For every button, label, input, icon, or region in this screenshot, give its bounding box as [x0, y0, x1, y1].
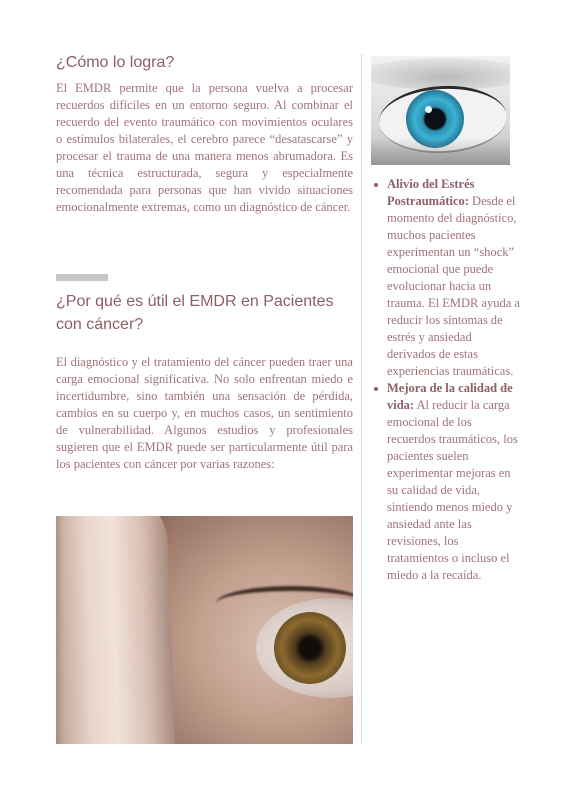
blue-eye-photo [371, 56, 510, 165]
benefit-text: Al reducir la carga emocional de los recuerdos traumáticos, los pacientes suelen experimentar mejoras en su calidad de vida, sintiendo menos miedo y ansiedad ante las revisiones, los tratamientos o incluso el miedo a la recaída. [387, 398, 518, 582]
section-divider-bar [56, 274, 108, 281]
benefit-text: Desde el momento del diagnóstico, muchos pacientes experimentan un “shock” emocional que puede evolucionar hacia un trauma. El EMDR ayuda a reducir los síntomas de estrés y ansiedad derivados de estas experiencias traumáticas. [387, 194, 520, 378]
finger-eye-photo [56, 516, 353, 744]
benefit-item [370, 380, 520, 584]
benefits-list [370, 176, 520, 584]
benefit-title: Mejora de la calidad de vida: [387, 381, 513, 412]
section-body-how: El EMDR permite que la persona vuelva a procesar recuerdos difíciles en un entorno seguro. Al combinar el recuerdo del evento traumático con movimientos oculares o estímulos bilaterales, el cerebro parece “desatascarse” y procesar el trauma de una manera menos abrumadora. Es una técnica estructurada, segura y especialmente recomendada para personas que han vivido situaciones emocionalmente extremas, como un diagnóstico de cáncer. [56, 81, 353, 214]
section-body-why: El diagnóstico y el tratamiento del cáncer pueden traer una carga emocional significativa. No solo enfrentan miedo e incertidumbre, sino también una sensación de pérdida, cambios en su cuerpo y, en muchos casos, un sentimiento de vulnerabilidad. Algunos estudios y profesionales sugieren que el EMDR puede ser particularmente útil para los pacientes con cáncer por varias razones: [56, 355, 353, 471]
column-divider [361, 54, 362, 744]
section-title-why: ¿Por qué es útil el EMDR en Pacientes con cáncer? [56, 293, 334, 333]
benefit-item [370, 176, 520, 380]
benefit-title: Alivio del Estrés Postraumático: [387, 177, 475, 208]
section-title-how: ¿Cómo lo logra? [56, 54, 175, 71]
